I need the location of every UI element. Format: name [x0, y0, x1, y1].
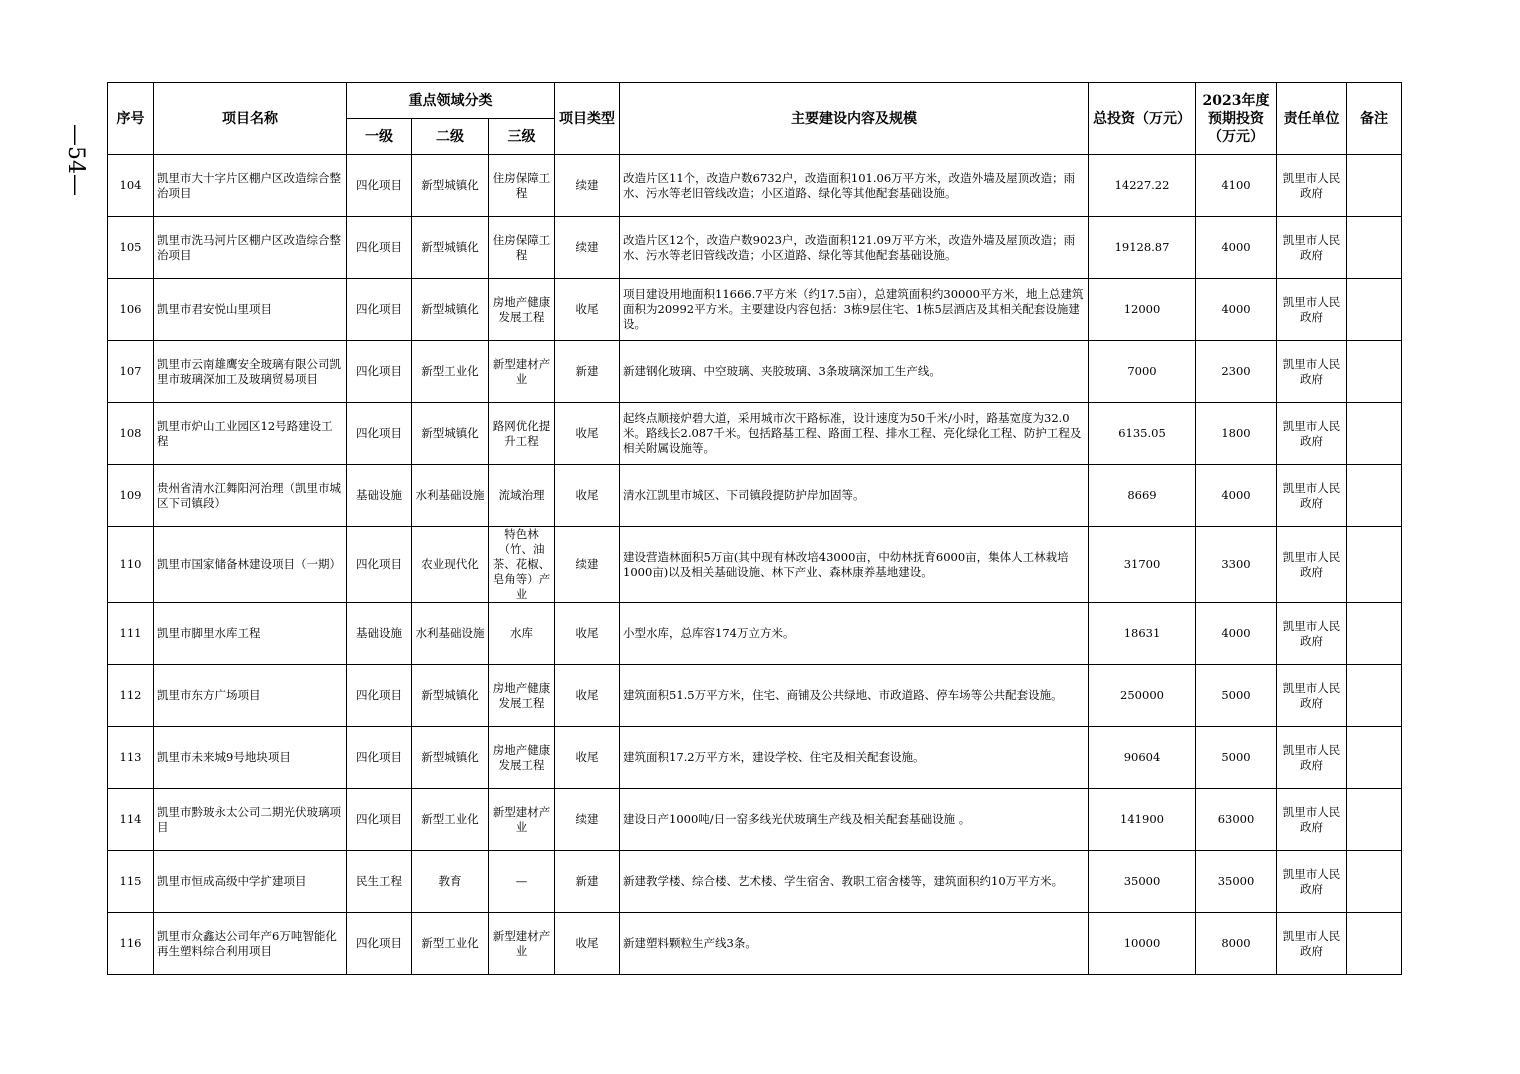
header-note: 备注	[1347, 83, 1402, 155]
cell-level3: 房地产健康发展工程	[489, 665, 555, 727]
cell-plan: 4000	[1196, 465, 1277, 527]
table-row	[108, 851, 1402, 913]
cell-content: 改造片区12个，改造户数9023户，改造面积121.09万平方米，改造外墙及屋顶改造；雨水、污水等老旧管线改造；小区道路、绿化等其他配套基础设施。	[620, 217, 1089, 279]
cell-unit: 凯里市人民政府	[1277, 403, 1347, 465]
table-row	[108, 155, 1402, 217]
cell-content: 清水江凯里市城区、下司镇段提防护岸加固等。	[620, 465, 1089, 527]
cell-plan: 1800	[1196, 403, 1277, 465]
cell-note	[1347, 217, 1402, 279]
header-seq: 序号	[108, 83, 154, 155]
table-row	[108, 279, 1402, 341]
cell-level1: 民生工程	[347, 851, 412, 913]
header-plan: 2023年度预期投资（万元）	[1196, 83, 1277, 155]
cell-level3: 新型建材产业	[489, 341, 555, 403]
cell-level3: 新型建材产业	[489, 789, 555, 851]
cell-seq: 114	[108, 789, 154, 851]
cell-level3: 水库	[489, 603, 555, 665]
cell-name: 凯里市炉山工业园区12号路建设工程	[154, 403, 347, 465]
table-row	[108, 665, 1402, 727]
cell-type: 收尾	[555, 279, 620, 341]
cell-seq: 116	[108, 913, 154, 975]
cell-total: 141900	[1089, 789, 1196, 851]
cell-seq: 109	[108, 465, 154, 527]
cell-level2: 新型工业化	[412, 789, 489, 851]
cell-name: 凯里市恒成高级中学扩建项目	[154, 851, 347, 913]
cell-note	[1347, 665, 1402, 727]
cell-type: 新建	[555, 341, 620, 403]
cell-seq: 107	[108, 341, 154, 403]
table-row	[108, 403, 1402, 465]
cell-total: 8669	[1089, 465, 1196, 527]
cell-seq: 112	[108, 665, 154, 727]
cell-type: 续建	[555, 217, 620, 279]
cell-level2: 农业现代化	[412, 527, 489, 603]
table-row	[108, 527, 1402, 603]
cell-total: 7000	[1089, 341, 1196, 403]
cell-name: 贵州省清水江舞阳河治理（凯里市城区下司镇段）	[154, 465, 347, 527]
header-content: 主要建设内容及规模	[620, 83, 1089, 155]
cell-note	[1347, 913, 1402, 975]
cell-type: 收尾	[555, 465, 620, 527]
cell-name: 凯里市洗马河片区棚户区改造综合整治项目	[154, 217, 347, 279]
cell-level1: 四化项目	[347, 155, 412, 217]
cell-seq: 104	[108, 155, 154, 217]
cell-content: 新建教学楼、综合楼、艺术楼、学生宿舍、教职工宿舍楼等，建筑面积约10万平方米。	[620, 851, 1089, 913]
cell-content: 建筑面积51.5万平方米，住宅、商铺及公共绿地、市政道路、停车场等公共配套设施。	[620, 665, 1089, 727]
cell-plan: 5000	[1196, 727, 1277, 789]
cell-type: 收尾	[555, 665, 620, 727]
cell-seq: 113	[108, 727, 154, 789]
cell-total: 14227.22	[1089, 155, 1196, 217]
cell-content: 建设营造林面积5万亩(其中现有林改培43000亩，中幼林抚育6000亩，集体人工林栽培1000亩)以及相关基础设施、林下产业、森林康养基地建设。	[620, 527, 1089, 603]
table-row	[108, 465, 1402, 527]
cell-type: 收尾	[555, 603, 620, 665]
cell-name: 凯里市脚里水库工程	[154, 603, 347, 665]
cell-level2: 新型城镇化	[412, 665, 489, 727]
header-level2: 二级	[412, 119, 489, 155]
cell-content: 建筑面积17.2万平方米，建设学校、住宅及相关配套设施。	[620, 727, 1089, 789]
cell-unit: 凯里市人民政府	[1277, 913, 1347, 975]
cell-seq: 110	[108, 527, 154, 603]
table-row	[108, 341, 1402, 403]
cell-level3: 路网优化提升工程	[489, 403, 555, 465]
cell-content: 新建钢化玻璃、中空玻璃、夹胶玻璃、3条玻璃深加工生产线。	[620, 341, 1089, 403]
cell-plan: 4000	[1196, 603, 1277, 665]
cell-total: 250000	[1089, 665, 1196, 727]
cell-level1: 四化项目	[347, 217, 412, 279]
cell-plan: 8000	[1196, 913, 1277, 975]
cell-note	[1347, 727, 1402, 789]
cell-plan: 35000	[1196, 851, 1277, 913]
header-level1: 一级	[347, 119, 412, 155]
cell-note	[1347, 851, 1402, 913]
table-row	[108, 727, 1402, 789]
cell-unit: 凯里市人民政府	[1277, 789, 1347, 851]
cell-level2: 新型城镇化	[412, 727, 489, 789]
cell-seq: 115	[108, 851, 154, 913]
cell-total: 18631	[1089, 603, 1196, 665]
cell-level3: 新型建材产业	[489, 913, 555, 975]
cell-level3: 流域治理	[489, 465, 555, 527]
table-row	[108, 217, 1402, 279]
cell-note	[1347, 279, 1402, 341]
cell-note	[1347, 155, 1402, 217]
cell-level1: 基础设施	[347, 603, 412, 665]
cell-level2: 水利基础设施	[412, 465, 489, 527]
cell-unit: 凯里市人民政府	[1277, 465, 1347, 527]
cell-total: 6135.05	[1089, 403, 1196, 465]
cell-unit: 凯里市人民政府	[1277, 341, 1347, 403]
cell-note	[1347, 789, 1402, 851]
table-row	[108, 913, 1402, 975]
cell-total: 90604	[1089, 727, 1196, 789]
cell-total: 35000	[1089, 851, 1196, 913]
cell-type: 收尾	[555, 913, 620, 975]
cell-plan: 3300	[1196, 527, 1277, 603]
cell-level3: —	[489, 851, 555, 913]
cell-name: 凯里市云南雄鹰安全玻璃有限公司凯里市玻璃深加工及玻璃贸易项目	[154, 341, 347, 403]
cell-level2: 新型工业化	[412, 913, 489, 975]
cell-level1: 四化项目	[347, 341, 412, 403]
cell-note	[1347, 465, 1402, 527]
cell-note	[1347, 403, 1402, 465]
cell-level3: 房地产健康发展工程	[489, 279, 555, 341]
cell-type: 续建	[555, 527, 620, 603]
cell-note	[1347, 341, 1402, 403]
cell-unit: 凯里市人民政府	[1277, 155, 1347, 217]
cell-content: 改造片区11个，改造户数6732户，改造面积101.06万平方米，改造外墙及屋顶改造；雨水、污水等老旧管线改造；小区道路、绿化等其他配套基础设施。	[620, 155, 1089, 217]
header-name: 项目名称	[154, 83, 347, 155]
cell-level2: 新型城镇化	[412, 217, 489, 279]
cell-unit: 凯里市人民政府	[1277, 603, 1347, 665]
cell-plan: 5000	[1196, 665, 1277, 727]
cell-level3: 住房保障工程	[489, 155, 555, 217]
cell-content: 起终点顺接炉碧大道，采用城市次干路标准，设计速度为50千米/小时，路基宽度为32.0米。路线长2.087千米。包括路基工程、路面工程、排水工程、亮化绿化工程、防护工程及相关附属设施等。	[620, 403, 1089, 465]
cell-level2: 水利基础设施	[412, 603, 489, 665]
cell-unit: 凯里市人民政府	[1277, 665, 1347, 727]
cell-name: 凯里市未来城9号地块项目	[154, 727, 347, 789]
cell-name: 凯里市大十字片区棚户区改造综合整治项目	[154, 155, 347, 217]
cell-type: 新建	[555, 851, 620, 913]
table-row	[108, 603, 1402, 665]
cell-type: 收尾	[555, 727, 620, 789]
cell-plan: 4000	[1196, 279, 1277, 341]
cell-content: 建设日产1000吨/日一窑多线光伏玻璃生产线及相关配套基础设施 。	[620, 789, 1089, 851]
header-domain: 重点领域分类	[347, 83, 555, 119]
cell-seq: 108	[108, 403, 154, 465]
project-table	[107, 82, 1402, 975]
cell-level1: 四化项目	[347, 789, 412, 851]
cell-level1: 四化项目	[347, 665, 412, 727]
cell-total: 12000	[1089, 279, 1196, 341]
cell-total: 31700	[1089, 527, 1196, 603]
cell-level3: 特色林（竹、油茶、花椒、皂角等）产业	[489, 527, 555, 603]
header-total: 总投资（万元）	[1089, 83, 1196, 155]
cell-unit: 凯里市人民政府	[1277, 527, 1347, 603]
cell-level1: 四化项目	[347, 527, 412, 603]
cell-name: 凯里市君安悦山里项目	[154, 279, 347, 341]
table-row	[108, 789, 1402, 851]
cell-seq: 105	[108, 217, 154, 279]
cell-level2: 新型城镇化	[412, 279, 489, 341]
cell-level2: 新型城镇化	[412, 403, 489, 465]
header-type: 项目类型	[555, 83, 620, 155]
cell-plan: 63000	[1196, 789, 1277, 851]
cell-level2: 教育	[412, 851, 489, 913]
cell-seq: 111	[108, 603, 154, 665]
cell-plan: 4000	[1196, 217, 1277, 279]
cell-name: 凯里市东方广场项目	[154, 665, 347, 727]
cell-name: 凯里市众鑫达公司年产6万吨智能化再生塑料综合利用项目	[154, 913, 347, 975]
cell-unit: 凯里市人民政府	[1277, 217, 1347, 279]
cell-type: 续建	[555, 155, 620, 217]
cell-level1: 四化项目	[347, 913, 412, 975]
cell-note	[1347, 527, 1402, 603]
page-number: —54—	[63, 124, 89, 196]
cell-level2: 新型工业化	[412, 341, 489, 403]
cell-level2: 新型城镇化	[412, 155, 489, 217]
cell-name: 凯里市国家储备林建设项目（一期）	[154, 527, 347, 603]
cell-level1: 四化项目	[347, 279, 412, 341]
cell-content: 项目建设用地面积11666.7平方米（约17.5亩），总建筑面积约30000平方米，地上总建筑面积为20992平方米。主要建设内容包括：3栋9层住宅、1栋5层酒店及其相关配套设施建设。	[620, 279, 1089, 341]
header-unit: 责任单位	[1277, 83, 1347, 155]
cell-name: 凯里市黔玻永太公司二期光伏玻璃项目	[154, 789, 347, 851]
cell-plan: 2300	[1196, 341, 1277, 403]
cell-content: 小型水库，总库容174万立方米。	[620, 603, 1089, 665]
cell-level3: 住房保障工程	[489, 217, 555, 279]
cell-plan: 4100	[1196, 155, 1277, 217]
cell-level1: 四化项目	[347, 403, 412, 465]
cell-type: 收尾	[555, 403, 620, 465]
cell-type: 续建	[555, 789, 620, 851]
cell-level1: 基础设施	[347, 465, 412, 527]
cell-seq: 106	[108, 279, 154, 341]
cell-unit: 凯里市人民政府	[1277, 727, 1347, 789]
cell-total: 10000	[1089, 913, 1196, 975]
cell-unit: 凯里市人民政府	[1277, 851, 1347, 913]
cell-content: 新建塑料颗粒生产线3条。	[620, 913, 1089, 975]
cell-total: 19128.87	[1089, 217, 1196, 279]
cell-note	[1347, 603, 1402, 665]
cell-level3: 房地产健康发展工程	[489, 727, 555, 789]
cell-level1: 四化项目	[347, 727, 412, 789]
cell-unit: 凯里市人民政府	[1277, 279, 1347, 341]
header-level3: 三级	[489, 119, 555, 155]
